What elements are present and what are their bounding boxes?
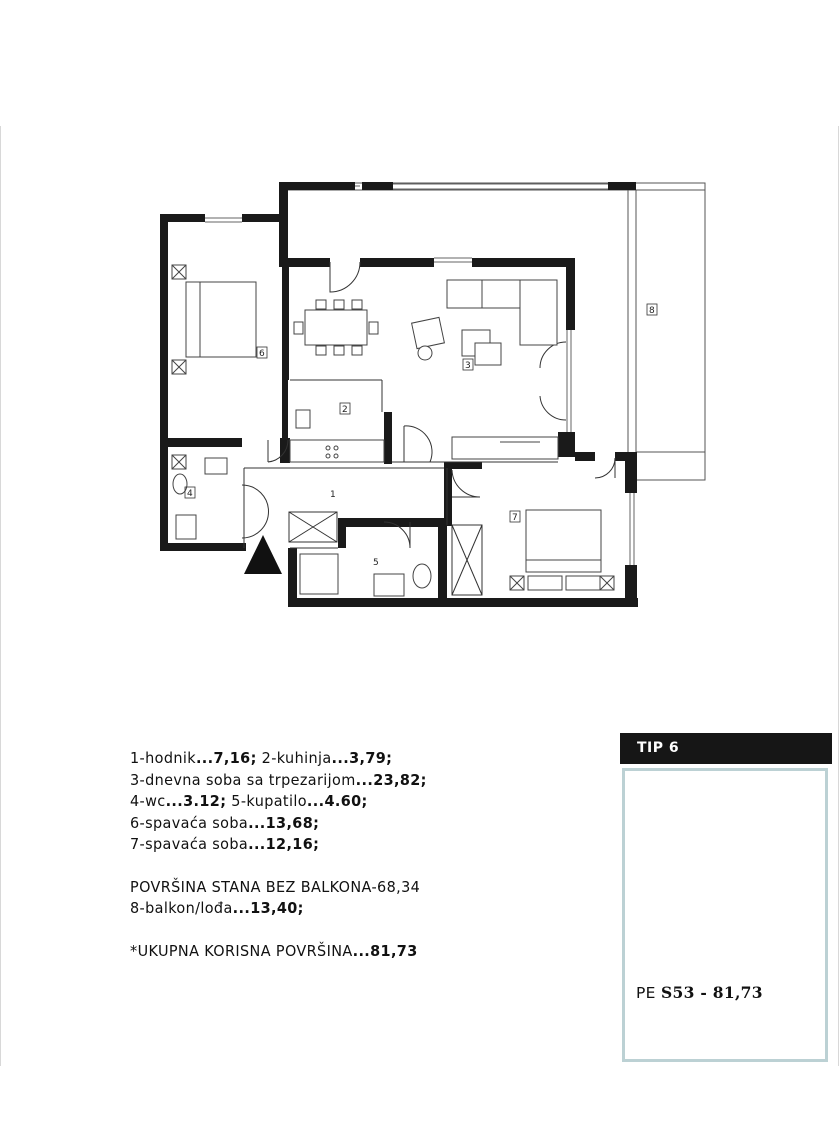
legend-spavaca-6: 6-spavaća soba <box>130 813 249 832</box>
room-label-6: 6 <box>259 349 265 359</box>
tip-box <box>622 768 828 1062</box>
legend-row-5: 7-spavaća soba...12,16; <box>130 835 320 853</box>
legend-spavaca-7: 7-spavaća soba <box>130 835 249 853</box>
room-label-5: 5 <box>373 558 379 568</box>
legend-kuhinja: 2-kuhinja <box>261 749 332 767</box>
legend-dnevna: 3-dnevna soba sa trpezarijom <box>130 770 356 789</box>
room-label-4: 4 <box>187 489 193 499</box>
legend-kupatilo: 5-kupatilo <box>231 792 307 810</box>
legend-wc-val: 3.12 <box>183 792 221 810</box>
room-label-2: 2 <box>342 405 348 415</box>
room-label-1: 1 <box>330 490 336 500</box>
legend-hodnik: 1-hodnik <box>130 749 196 767</box>
legend-hodnik-val: 7,16 <box>213 749 251 767</box>
legend-total-val: 81,73 <box>370 941 418 960</box>
legend-row-4: 6-spavaća soba...13,68; <box>130 813 320 832</box>
legend-spavaca-7-val: 12,16 <box>265 835 314 853</box>
doors <box>242 262 615 548</box>
room-label-7: 7 <box>512 513 518 523</box>
legend-balkon-val: 13,40 <box>250 899 298 917</box>
area-legend <box>130 748 567 962</box>
legend-balkon: 8-balkon/lođa <box>130 899 233 917</box>
legend-row-1: 1-hodnik...7,16; 2-kuhinja...3,79; <box>130 749 393 767</box>
legend-dnevna-val: 23,82 <box>373 770 421 789</box>
legend-spavaca-6-val: 13,68 <box>265 813 314 832</box>
legend-row-3: 4-wc...3.12; 5-kupatilo...4.60; <box>130 792 368 810</box>
legend-row-total: *UKUPNA KORISNA POVRŠINA...81,73 <box>130 941 418 960</box>
pe-value: S53 - 81,73 <box>660 983 763 1002</box>
legend-total-label: *UKUPNA KORISNA POVRŠINA <box>130 941 353 960</box>
legend-wc: 4-wc <box>130 792 166 810</box>
legend-kuhinja-val: 3,79 <box>349 749 387 767</box>
room-label-3: 3 <box>465 361 471 371</box>
legend-area-without-balcony: POVRŠINA STANA BEZ BALKONA-68,34 <box>130 877 421 896</box>
legend-kupatilo-val: 4.60 <box>324 792 362 810</box>
legend-row-2: 3-dnevna soba sa trpezarijom...23,82; <box>130 770 427 789</box>
pe-prefix: PE <box>636 984 656 1002</box>
legend-row-balcony: 8-balkon/lođa...13,40; <box>130 899 304 917</box>
tip-header: TIP 6 <box>620 733 832 764</box>
entrance-marker <box>244 535 282 574</box>
room-label-8: 8 <box>649 306 655 316</box>
pe-label <box>636 983 763 1002</box>
windows <box>205 184 634 565</box>
